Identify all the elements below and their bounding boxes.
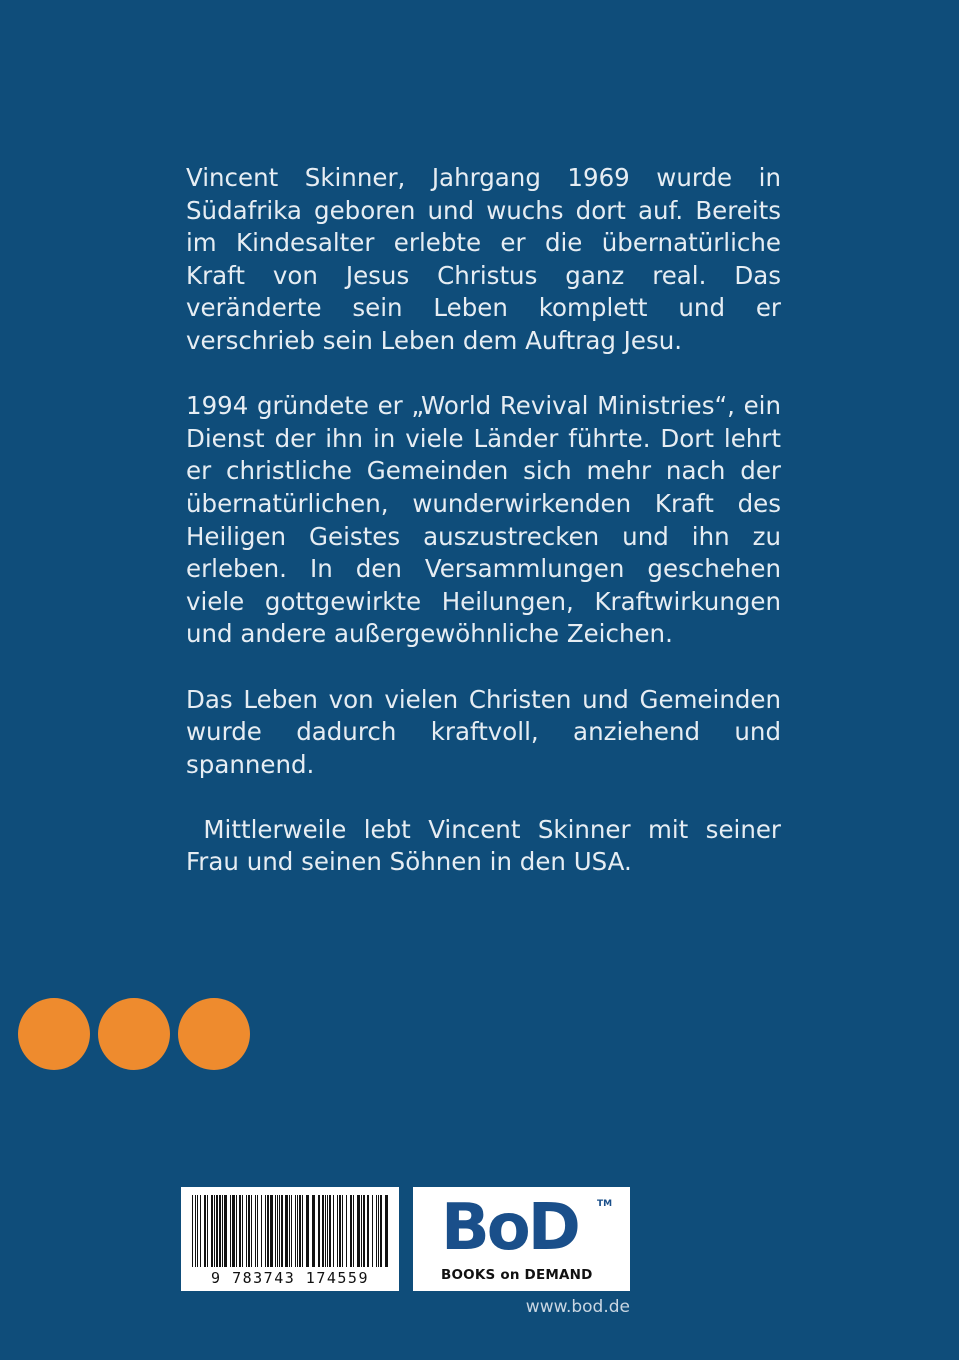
bio-paragraph-3: Das Leben von vielen Christen und Gemeinden wurde dadurch kraftvoll, anziehend und spannend. [186, 684, 781, 779]
barcode-bar [255, 1195, 256, 1267]
barcode-bar [214, 1195, 215, 1267]
bod-logo-mark: BoD [441, 1191, 578, 1265]
barcode-bar [279, 1195, 280, 1267]
isbn-number: 9 783743 174559 [211, 1269, 369, 1287]
barcode-bar [339, 1195, 341, 1267]
barcode-bar [350, 1195, 352, 1267]
barcode-bar [257, 1195, 258, 1267]
barcode-bar [265, 1195, 266, 1267]
bio-paragraph-2: 1994 gründete er „World Revival Ministries“, ein Dienst der ihn in viele Länder führte. Dort lehrt er christliche Gemeinden sich mehr nach der übernatürlichen, wunderwirkenden Kraft des Heiligen Geistes auszustrecken und ihn zu erleben. In den Versammlungen geschehen viele gottgewirkte Heilungen, Kraftwirkungen und andere außergewöhnliche Zeichen. [186, 391, 781, 649]
barcode-bar [380, 1195, 382, 1267]
barcode-bar [299, 1195, 301, 1267]
barcode [181, 1187, 399, 1291]
barcode-bar [230, 1195, 231, 1267]
barcode-bar [236, 1195, 237, 1267]
barcode-bar [246, 1195, 247, 1267]
barcode-bar [285, 1195, 288, 1267]
barcode-bar [376, 1195, 377, 1267]
barcode-bar [318, 1195, 320, 1267]
publisher-website[interactable]: www.bod.de [525, 1297, 630, 1317]
author-bio [186, 162, 789, 912]
barcode-bar [291, 1195, 292, 1267]
barcode-bar [211, 1195, 213, 1267]
tagline-demand: DEMAND [524, 1267, 593, 1283]
barcode-bar [251, 1195, 252, 1267]
barcode-bar [281, 1195, 283, 1267]
tagline-books: BOOKS [441, 1267, 496, 1283]
barcode-bars [192, 1195, 388, 1269]
barcode-bar [372, 1195, 373, 1267]
barcode-bar [337, 1195, 338, 1267]
barcode-bar [361, 1195, 362, 1267]
barcode-bar [207, 1195, 208, 1267]
barcode-bar [277, 1195, 278, 1267]
orange-dot [18, 998, 90, 1070]
barcode-bar [267, 1195, 269, 1267]
barcode-bar [385, 1195, 388, 1267]
barcode-bar [195, 1195, 196, 1267]
barcode-bar [378, 1195, 379, 1267]
bio-paragraph-1: Vincent Skinner, Jahrgang 1969 wurde in Südafrika geboren und wuchs dort auf. Bereits im Kindesalter erlebte er die übernatürliche Kraft von Jesus Christus ganz real. Das veränderte sein Leben komplett und er verschrieb sein Leben dem Auftrag Jesu. [186, 163, 781, 355]
barcode-bar [261, 1195, 262, 1267]
barcode-bar [333, 1195, 334, 1267]
barcode-bar [357, 1195, 360, 1267]
bio-paragraph-4: Mittlerweile lebt Vincent Skinner mit seiner Frau und seinen Söhnen in den USA. [186, 814, 789, 877]
barcode-bar [239, 1195, 241, 1267]
tagline-on: on [500, 1267, 520, 1283]
barcode-bar [204, 1195, 206, 1267]
barcode-bar [302, 1195, 303, 1267]
barcode-bar [322, 1195, 324, 1267]
trademark-symbol: TM [597, 1199, 613, 1209]
barcode-bar [216, 1195, 218, 1267]
barcode-bar [222, 1195, 223, 1267]
barcode-bar [289, 1195, 290, 1267]
barcode-bar [346, 1195, 347, 1267]
barcode-bar [312, 1195, 315, 1267]
barcode-bar [219, 1195, 221, 1267]
barcode-bar [363, 1195, 365, 1267]
barcode-bar [342, 1195, 343, 1267]
barcode-bar [275, 1195, 276, 1267]
orange-dot [98, 998, 170, 1070]
barcode-bar [297, 1195, 298, 1267]
barcode-bar [353, 1195, 354, 1267]
barcode-bar [367, 1195, 369, 1267]
publisher-tagline [441, 1267, 593, 1283]
barcode-bar [295, 1195, 296, 1267]
publisher-logo [413, 1187, 630, 1291]
barcode-bar [248, 1195, 250, 1267]
barcode-bar [197, 1195, 198, 1267]
barcode-bar [200, 1195, 201, 1267]
barcode-bar [224, 1195, 227, 1267]
barcode-bar [329, 1195, 331, 1267]
barcode-bar [270, 1195, 273, 1267]
barcode-bar [192, 1195, 193, 1267]
barcode-bar [242, 1195, 243, 1267]
orange-dot [178, 998, 250, 1070]
barcode-bar [325, 1195, 326, 1267]
barcode-bar [306, 1195, 309, 1267]
barcode-bar [232, 1195, 235, 1267]
barcode-bar [327, 1195, 328, 1267]
